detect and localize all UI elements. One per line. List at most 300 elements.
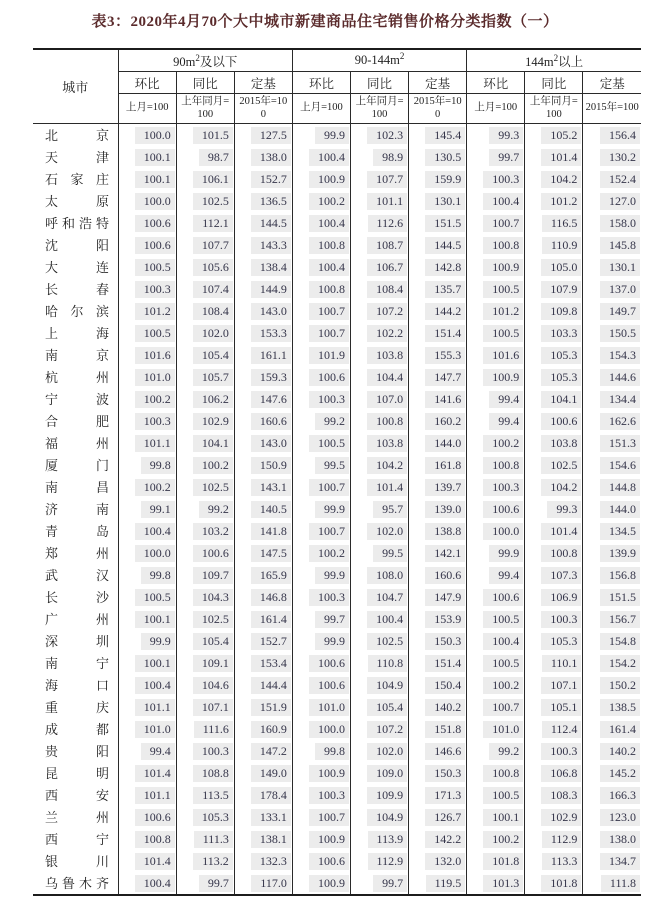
index-value: 104.6 [193, 677, 233, 694]
index-value: 100.6 [541, 413, 581, 430]
table-row [33, 784, 641, 806]
index-value: 101.6 [135, 347, 175, 364]
index-value-cell [583, 234, 641, 256]
index-value-cell [118, 300, 176, 322]
index-value: 100.8 [135, 831, 175, 848]
index-value-cell [583, 586, 641, 608]
index-value-cell [176, 476, 234, 498]
index-value: 100.5 [483, 325, 523, 342]
group-label-suffix: 以上 [558, 54, 584, 69]
index-value: 108.3 [541, 787, 581, 804]
index-value: 101.1 [135, 435, 175, 452]
index-value-cell [467, 520, 525, 542]
index-value-cell [409, 630, 467, 652]
index-value: 154.8 [600, 633, 640, 650]
index-value-cell [467, 146, 525, 168]
index-value: 107.1 [193, 699, 233, 716]
index-value: 100.2 [193, 457, 233, 474]
index-value: 147.2 [251, 743, 291, 760]
table-row [33, 432, 641, 454]
index-value: 109.0 [367, 765, 407, 782]
table-row [33, 850, 641, 872]
index-value-cell [292, 344, 350, 366]
index-value-cell [292, 564, 350, 586]
index-value: 103.8 [367, 347, 407, 364]
base-header-prev-month: 上月=100 [118, 94, 176, 124]
index-value: 100.3 [541, 611, 581, 628]
index-value-cell [292, 674, 350, 696]
index-value: 160.6 [251, 413, 291, 430]
index-value-cell [351, 432, 409, 454]
index-value: 100.7 [309, 479, 349, 496]
index-value-cell [351, 454, 409, 476]
index-value: 99.3 [547, 501, 581, 518]
index-value-cell [525, 476, 583, 498]
city-name: 贵阳 [45, 744, 109, 759]
index-value-cell [118, 410, 176, 432]
city-cell [33, 256, 118, 278]
city-cell [33, 366, 118, 388]
table-row [33, 212, 641, 234]
index-value-cell [583, 542, 641, 564]
index-value-cell [467, 498, 525, 520]
index-value: 107.0 [367, 391, 407, 408]
table-row [33, 696, 641, 718]
index-value-cell [351, 542, 409, 564]
index-value: 144.0 [425, 435, 465, 452]
index-value: 156.8 [600, 567, 640, 584]
index-value-cell [351, 278, 409, 300]
index-value: 146.8 [251, 589, 291, 606]
index-value: 100.4 [483, 633, 523, 650]
index-value-cell [118, 850, 176, 872]
index-value: 144.5 [425, 237, 465, 254]
index-value: 102.5 [193, 193, 233, 210]
index-value: 105.3 [541, 347, 581, 364]
index-value-cell [583, 344, 641, 366]
city-cell [33, 564, 118, 586]
index-value-cell [583, 564, 641, 586]
index-value: 137.0 [600, 281, 640, 298]
index-value: 159.9 [425, 171, 465, 188]
index-value: 138.8 [425, 523, 465, 540]
index-value-cell [118, 498, 176, 520]
index-value-cell [234, 212, 292, 234]
index-value: 108.7 [367, 237, 407, 254]
index-value-cell [292, 784, 350, 806]
index-value-cell [409, 586, 467, 608]
index-value: 142.2 [425, 831, 465, 848]
index-value-cell [583, 608, 641, 630]
index-value: 107.2 [367, 721, 407, 738]
index-value-cell [351, 256, 409, 278]
index-value-cell [118, 542, 176, 564]
index-value-cell [292, 718, 350, 740]
index-value-cell [409, 168, 467, 190]
index-value-cell [583, 300, 641, 322]
index-value-cell [467, 608, 525, 630]
header-metric-row [33, 72, 641, 94]
index-value: 99.2 [315, 413, 349, 430]
index-value-cell [409, 212, 467, 234]
index-value-cell [351, 520, 409, 542]
city-cell [33, 168, 118, 190]
index-value-cell [583, 696, 641, 718]
index-value: 151.4 [425, 655, 465, 672]
index-value-cell [176, 762, 234, 784]
index-value: 100.5 [483, 611, 523, 628]
index-value: 99.1 [141, 501, 175, 518]
index-value: 133.1 [251, 809, 291, 826]
index-value: 99.4 [489, 567, 523, 584]
index-value: 134.4 [600, 391, 640, 408]
index-value-cell [118, 278, 176, 300]
index-value: 144.9 [251, 281, 291, 298]
index-value: 150.9 [251, 457, 291, 474]
index-value-cell [351, 850, 409, 872]
index-value: 143.3 [251, 237, 291, 254]
index-value: 126.7 [425, 809, 465, 826]
index-value: 112.4 [542, 721, 582, 738]
index-value: 104.2 [541, 479, 581, 496]
index-value: 156.7 [600, 611, 640, 628]
group-label: 90-144m [354, 53, 400, 67]
city-cell [33, 410, 118, 432]
index-value-cell [351, 740, 409, 762]
index-value-cell [583, 674, 641, 696]
base-header-2015: 2015年=100 [583, 94, 641, 124]
price-index-table [33, 48, 641, 896]
index-value-cell [525, 608, 583, 630]
index-value: 101.4 [135, 765, 175, 782]
index-value-cell [234, 828, 292, 850]
index-value: 144.6 [600, 369, 640, 386]
index-value: 100.6 [135, 215, 175, 232]
city-name: 宁波 [45, 392, 109, 407]
index-value: 143.0 [251, 435, 291, 452]
index-value: 100.9 [309, 171, 349, 188]
group-label-suffix: 及以下 [199, 54, 238, 69]
index-value: 109.8 [541, 303, 581, 320]
index-value-cell [292, 828, 350, 850]
index-value: 100.3 [541, 743, 581, 760]
index-value-cell [176, 124, 234, 147]
index-value: 101.1 [135, 787, 175, 804]
index-value-cell [292, 476, 350, 498]
index-value-cell [118, 432, 176, 454]
index-value: 100.8 [483, 457, 523, 474]
index-value: 140.2 [425, 699, 465, 716]
index-value-cell [525, 344, 583, 366]
index-value-cell [467, 784, 525, 806]
index-value-cell [409, 190, 467, 212]
index-value-cell [467, 828, 525, 850]
index-value: 100.4 [483, 193, 523, 210]
index-value-cell [176, 630, 234, 652]
index-value: 101.8 [483, 853, 523, 870]
index-value-cell [583, 146, 641, 168]
index-value: 99.5 [315, 457, 349, 474]
table-row [33, 278, 641, 300]
index-value-cell [467, 190, 525, 212]
index-value: 101.0 [135, 721, 175, 738]
metric-header-yoy: 同比 [525, 72, 583, 94]
index-value: 105.4 [193, 347, 233, 364]
index-value: 141.6 [425, 391, 465, 408]
index-value-cell [234, 344, 292, 366]
index-value-cell [234, 146, 292, 168]
index-value: 100.4 [135, 875, 175, 892]
index-value-cell [525, 520, 583, 542]
index-value: 99.7 [373, 875, 407, 892]
index-value: 108.0 [367, 567, 407, 584]
city-name: 西宁 [45, 832, 109, 847]
city-cell [33, 850, 118, 872]
index-value-cell [525, 828, 583, 850]
index-value: 100.1 [135, 611, 175, 628]
index-value: 110.9 [542, 237, 582, 254]
index-value: 98.9 [373, 149, 407, 166]
index-value: 156.4 [600, 127, 640, 144]
index-value-cell [409, 278, 467, 300]
index-value: 100.5 [483, 281, 523, 298]
index-value-cell [583, 168, 641, 190]
index-value: 104.2 [541, 171, 581, 188]
base-header-same-month-last-year: 上年同月=100 [351, 94, 409, 124]
index-value-cell [234, 256, 292, 278]
index-value-cell [234, 850, 292, 872]
index-value: 112.6 [368, 215, 408, 232]
index-value-cell [292, 366, 350, 388]
index-value: 100.6 [309, 677, 349, 694]
index-value: 103.8 [541, 435, 581, 452]
index-value: 112.9 [368, 853, 408, 870]
index-value: 106.8 [541, 765, 581, 782]
index-value: 99.7 [489, 149, 523, 166]
index-value-cell [351, 586, 409, 608]
index-value: 100.6 [483, 501, 523, 518]
index-value-cell [583, 366, 641, 388]
index-value: 113.2 [193, 853, 233, 870]
index-value-cell [583, 476, 641, 498]
index-value: 102.0 [193, 325, 233, 342]
index-value: 101.0 [135, 369, 175, 386]
index-value: 100.5 [483, 655, 523, 672]
index-value: 162.6 [600, 413, 640, 430]
index-value: 100.8 [541, 545, 581, 562]
index-value-cell [583, 498, 641, 520]
index-value: 100.4 [367, 611, 407, 628]
index-value: 101.2 [135, 303, 175, 320]
group-label: 144m [525, 54, 554, 69]
index-value: 100.9 [483, 369, 523, 386]
index-value: 100.2 [483, 435, 523, 452]
index-value: 102.5 [193, 479, 233, 496]
city-name: 沈阳 [45, 238, 109, 253]
index-value-cell [467, 322, 525, 344]
index-value-cell [467, 674, 525, 696]
index-value-cell [409, 300, 467, 322]
metric-header-fixed-base: 定基 [583, 72, 641, 94]
index-value: 160.2 [425, 413, 465, 430]
index-value-cell [583, 740, 641, 762]
index-value-cell [351, 476, 409, 498]
index-value-cell [409, 784, 467, 806]
index-value-cell [176, 454, 234, 476]
index-value: 140.5 [251, 501, 291, 518]
index-value-cell [234, 168, 292, 190]
table-row [33, 124, 641, 147]
index-value-cell [583, 630, 641, 652]
index-value: 102.0 [367, 523, 407, 540]
index-value: 101.4 [367, 479, 407, 496]
index-value: 100.1 [135, 655, 175, 672]
index-value-cell [292, 432, 350, 454]
index-value: 100.7 [309, 809, 349, 826]
index-value-cell [409, 696, 467, 718]
index-value-cell [525, 234, 583, 256]
index-value-cell [292, 278, 350, 300]
index-value-cell [351, 300, 409, 322]
index-value-cell [409, 234, 467, 256]
index-value: 105.3 [193, 809, 233, 826]
index-value-cell [467, 234, 525, 256]
table-row [33, 740, 641, 762]
index-value: 146.6 [425, 743, 465, 760]
index-value-cell [118, 388, 176, 410]
index-value: 107.3 [541, 567, 581, 584]
index-value-cell [176, 190, 234, 212]
index-value: 101.6 [483, 347, 523, 364]
index-value: 101.1 [367, 193, 407, 210]
index-value: 152.7 [251, 633, 291, 650]
city-cell [33, 652, 118, 674]
index-value-cell [176, 146, 234, 168]
index-value: 100.0 [135, 127, 175, 144]
table-row [33, 718, 641, 740]
index-value: 134.5 [600, 523, 640, 540]
table-row [33, 322, 641, 344]
metric-header-yoy: 同比 [176, 72, 234, 94]
index-value: 99.8 [141, 567, 175, 584]
table-row [33, 498, 641, 520]
index-value: 141.8 [251, 523, 291, 540]
index-value: 100.4 [309, 149, 349, 166]
index-value: 109.9 [367, 787, 407, 804]
index-value: 95.7 [373, 501, 407, 518]
index-value: 100.3 [193, 743, 233, 760]
index-value-cell [467, 124, 525, 147]
index-value-cell [583, 278, 641, 300]
index-value: 111.3 [194, 831, 233, 848]
table-row [33, 146, 641, 168]
index-value: 140.2 [600, 743, 640, 760]
index-value: 99.8 [141, 457, 175, 474]
index-value: 132.3 [251, 853, 291, 870]
index-value-cell [118, 652, 176, 674]
base-header-prev-month: 上月=100 [467, 94, 525, 124]
index-value: 101.9 [309, 347, 349, 364]
index-value: 105.2 [541, 127, 581, 144]
index-value: 139.9 [600, 545, 640, 562]
index-value: 139.7 [425, 479, 465, 496]
index-value: 178.4 [251, 787, 291, 804]
index-value: 165.9 [251, 567, 291, 584]
index-value-cell [176, 322, 234, 344]
index-value: 101.2 [541, 193, 581, 210]
index-value: 107.9 [541, 281, 581, 298]
index-value-cell [234, 520, 292, 542]
index-value: 100.6 [135, 237, 175, 254]
city-name: 南宁 [45, 656, 109, 671]
index-value-cell [409, 806, 467, 828]
index-value: 100.5 [483, 787, 523, 804]
index-value-cell [351, 718, 409, 740]
index-value-cell [467, 410, 525, 432]
index-value-cell [118, 762, 176, 784]
table-row [33, 366, 641, 388]
index-value: 150.3 [425, 765, 465, 782]
index-value-cell [351, 674, 409, 696]
index-value-cell [351, 146, 409, 168]
index-value-cell [176, 696, 234, 718]
index-value-cell [292, 146, 350, 168]
index-value-cell [351, 784, 409, 806]
index-value: 104.9 [367, 809, 407, 826]
index-value: 109.1 [193, 655, 233, 672]
table-row [33, 168, 641, 190]
index-value-cell [351, 762, 409, 784]
index-value: 100.9 [483, 259, 523, 276]
index-value-cell [118, 212, 176, 234]
index-value: 138.1 [251, 831, 291, 848]
index-value-cell [176, 850, 234, 872]
index-value-cell [583, 410, 641, 432]
index-value-cell [409, 410, 467, 432]
index-value: 160.9 [251, 721, 291, 738]
city-cell [33, 212, 118, 234]
index-value-cell [525, 674, 583, 696]
index-value: 139.0 [425, 501, 465, 518]
index-value: 102.5 [367, 633, 407, 650]
index-value-cell [467, 366, 525, 388]
index-value: 100.8 [309, 237, 349, 254]
index-value-cell [467, 278, 525, 300]
index-value: 107.2 [367, 303, 407, 320]
index-value-cell [583, 520, 641, 542]
city-cell [33, 740, 118, 762]
index-value: 101.4 [135, 853, 175, 870]
table-row [33, 674, 641, 696]
index-value: 103.2 [193, 523, 233, 540]
index-value-cell [292, 696, 350, 718]
index-value: 144.8 [600, 479, 640, 496]
index-value-cell [234, 410, 292, 432]
index-value-cell [234, 190, 292, 212]
index-value: 101.3 [483, 875, 523, 892]
index-value-cell [525, 432, 583, 454]
index-value: 104.2 [367, 457, 407, 474]
index-value: 107.7 [367, 171, 407, 188]
index-value: 138.0 [251, 149, 291, 166]
index-value-cell [467, 630, 525, 652]
index-value: 150.4 [425, 677, 465, 694]
index-value: 151.4 [425, 325, 465, 342]
index-value: 100.0 [483, 523, 523, 540]
index-value: 153.4 [251, 655, 291, 672]
index-value-cell [176, 432, 234, 454]
index-value: 107.4 [193, 281, 233, 298]
